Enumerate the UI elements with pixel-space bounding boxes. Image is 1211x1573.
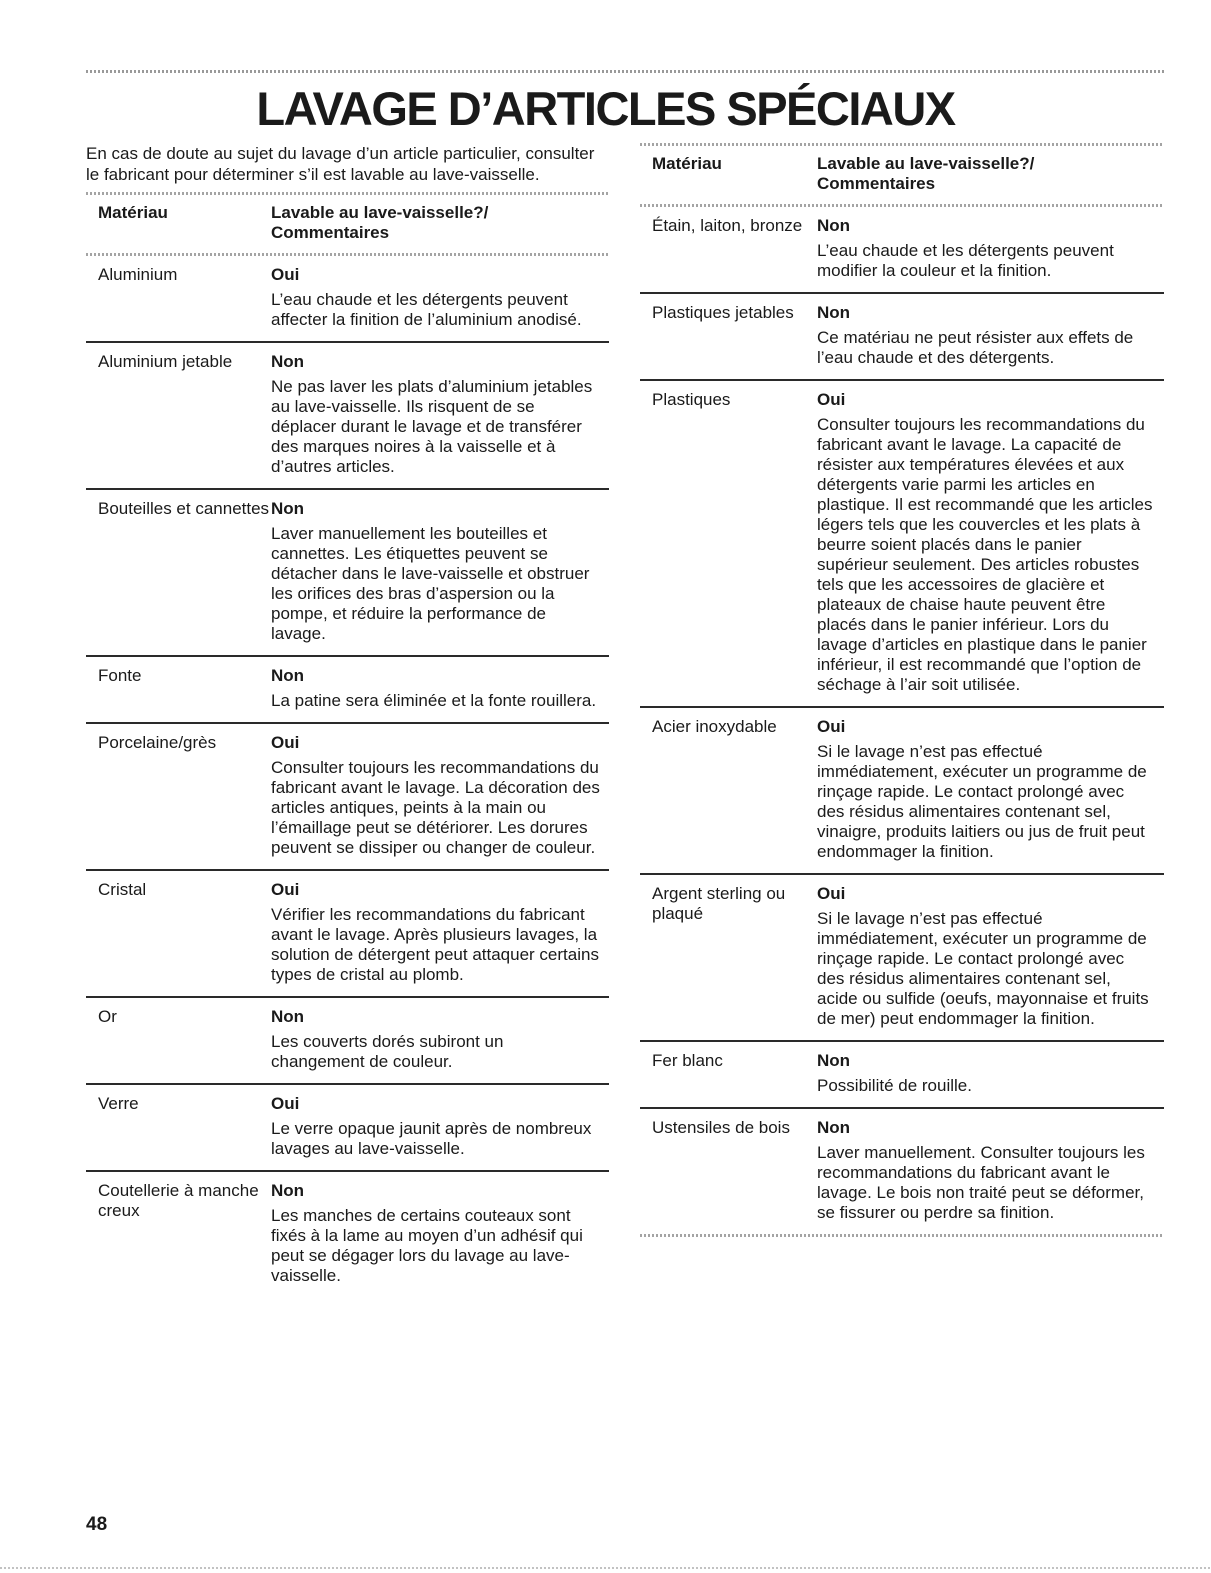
material-cell: Aluminium jetable xyxy=(98,352,233,371)
material-cell: Plastiques jetables xyxy=(652,303,794,322)
table-header xyxy=(86,195,609,253)
comment-text: Ce matériau ne peut résister aux effets de l’eau chaude et des détergents. xyxy=(817,328,1134,367)
material-cell: Étain, laiton, bronze xyxy=(652,216,803,235)
comment-text: Les manches de certains couteaux sont fixés à la lame au moyen d’un adhésif qui peut se dégager lors du lavage au lave-vaisselle. xyxy=(271,1206,583,1285)
header-washable xyxy=(271,203,609,243)
bottom-dotted-rule xyxy=(0,1567,1211,1569)
verdict: Non xyxy=(271,666,305,685)
verdict: Non xyxy=(817,1118,851,1137)
comment-text: Vérifier les recommandations du fabricant avant le lavage. Après plusieurs lavages, la solution de détergent peut attaquer certains types de cristal au plomb. xyxy=(271,905,599,984)
intro-paragraph: En cas de doute au sujet du lavage d’un article particulier, consulter le fabricant pour déterminer s’il est lavable au lave-vaisselle. xyxy=(86,144,595,184)
table-row xyxy=(86,343,609,490)
left-column xyxy=(86,143,609,1297)
material-cell: Bouteilles et cannettes xyxy=(98,499,270,518)
comment-cell xyxy=(271,499,609,644)
header-washable-line2: Commentaires xyxy=(817,174,936,193)
material-cell: Fonte xyxy=(98,666,142,685)
header-material: Matériau xyxy=(652,154,722,173)
material-cell: Plastiques xyxy=(652,390,731,409)
comment-cell xyxy=(817,216,1164,281)
comment-text: Laver manuellement. Consulter toujours les recommandations du fabricant avant le lavage. Le bois non traité peut se déformer, se fissurer ou perdre sa finition. xyxy=(817,1143,1145,1222)
comment-text: Les couverts dorés subiront un changement de couleur. xyxy=(271,1032,504,1071)
material-cell: Argent sterling ou plaqué xyxy=(652,884,786,923)
table-row xyxy=(86,256,609,343)
header-washable-line2: Commentaires xyxy=(271,223,390,242)
verdict: Oui xyxy=(817,884,846,903)
verdict: Oui xyxy=(817,390,846,409)
comment-cell xyxy=(817,303,1164,368)
material-cell: Acier inoxydable xyxy=(652,717,777,736)
comment-cell xyxy=(817,1118,1164,1223)
comment-text: Si le lavage n’est pas effectué immédiatement, exécuter un programme de rinçage rapide. Le contact prolongé avec des résidus alimentaires contenant sel, vinaigre, produits laitiers ou jus de fruit peut endommager la finition. xyxy=(817,742,1147,861)
comment-cell xyxy=(271,666,609,711)
verdict: Oui xyxy=(817,717,846,736)
header-material: Matériau xyxy=(98,203,168,222)
comment-cell xyxy=(271,352,609,477)
comment-cell xyxy=(817,1051,1164,1096)
page-number: 48 xyxy=(86,1514,108,1535)
table-row xyxy=(86,871,609,998)
table-bottom-rule xyxy=(640,1234,1164,1237)
verdict: Non xyxy=(271,499,305,518)
material-cell: Or xyxy=(98,1007,117,1026)
comment-text: Ne pas laver les plats d’aluminium jetables au lave-vaisselle. Ils risquent de se déplacer durant le lavage et de transférer des marques noires à la vaisselle et à d’autres articles. xyxy=(271,377,593,476)
verdict: Non xyxy=(817,303,851,322)
comment-cell xyxy=(271,1007,609,1072)
comment-cell xyxy=(271,265,609,330)
comment-cell xyxy=(271,1094,609,1159)
material-cell: Fer blanc xyxy=(652,1051,723,1070)
comment-text: L’eau chaude et les détergents peuvent modifier la couleur et la finition. xyxy=(817,241,1114,280)
material-cell: Coutellerie à manche creux xyxy=(98,1181,259,1220)
comment-text: Consulter toujours les recommandations du fabricant avant le lavage. La capacité de résister aux températures élevées et aux détergents varie parmi les articles en plastique. Il est recommandé que les articles légers tels que les couvercles et les plats à beurre soient placés dans le panier supérieur seulement. Des articles robustes tels que les accessoires de glacière et plateaux de chaise haute peuvent être placés dans le panier inférieur. Lors du lavage d’articles en plastique dans le panier inférieur, il est recommandé que l’option de séchage à l’air soit utilisée. xyxy=(817,415,1153,694)
page-title: LAVAGE D’ARTICLES SPÉCIAUX xyxy=(256,82,955,135)
verdict: Non xyxy=(271,1181,305,1200)
comment-text: Le verre opaque jaunit après de nombreux lavages au lave-vaisselle. xyxy=(271,1119,592,1158)
comment-text: Si le lavage n’est pas effectué immédiatement, exécuter un programme de rinçage rapide. Le contact prolongé avec des résidus alimentaires contenant sel, acide ou sulfide (oeufs, mayonnaise et fruits de mer) peut endommager la finition. xyxy=(817,909,1149,1028)
material-cell: Aluminium xyxy=(98,265,178,284)
table-row xyxy=(640,1109,1164,1234)
verdict: Non xyxy=(271,352,305,371)
comment-text: Laver manuellement les bouteilles et cannettes. Les étiquettes peuvent se détacher dans le lave-vaisselle et obstruer les orifices des bras d’aspersion ou la pompe, et réduire la performance de lavage. xyxy=(271,524,590,643)
table-row xyxy=(86,490,609,657)
comment-text: L’eau chaude et les détergents peuvent affecter la finition de l’aluminium anodisé. xyxy=(271,290,582,329)
comment-text: Possibilité de rouille. xyxy=(817,1076,972,1095)
material-cell: Porcelaine/grès xyxy=(98,733,217,752)
verdict: Oui xyxy=(271,880,300,899)
comment-cell xyxy=(271,1181,609,1286)
comment-text: La patine sera éliminée et la fonte rouillera. xyxy=(271,691,597,710)
table-row xyxy=(640,294,1164,381)
verdict: Oui xyxy=(271,265,300,284)
table-row xyxy=(640,1042,1164,1109)
table-row xyxy=(86,724,609,871)
table-row xyxy=(640,207,1164,294)
header-washable xyxy=(817,154,1164,194)
header-washable-line1: Lavable au lave-vaisselle?/ xyxy=(817,154,1035,173)
right-column xyxy=(640,143,1164,1237)
table-header xyxy=(640,146,1164,204)
verdict: Non xyxy=(817,1051,851,1070)
table-row xyxy=(640,875,1164,1042)
table-row xyxy=(86,1172,609,1297)
material-cell: Verre xyxy=(98,1094,139,1113)
verdict: Non xyxy=(271,1007,305,1026)
table-row xyxy=(86,998,609,1085)
comment-cell xyxy=(817,884,1164,1029)
material-cell: Cristal xyxy=(98,880,147,899)
material-cell: Ustensiles de bois xyxy=(652,1118,790,1137)
comment-cell xyxy=(271,880,609,985)
comment-cell xyxy=(817,717,1164,862)
header-washable-line1: Lavable au lave-vaisselle?/ xyxy=(271,203,489,222)
table-row xyxy=(640,708,1164,875)
top-dotted-rule xyxy=(86,70,1164,73)
verdict: Non xyxy=(817,216,851,235)
comment-cell xyxy=(817,390,1164,695)
table-row xyxy=(86,657,609,724)
table-row xyxy=(640,381,1164,708)
comment-text: Consulter toujours les recommandations du fabricant avant le lavage. La décoration des articles antiques, peints à la main ou l’émaillage peut se détériorer. Les dorures peuvent se dissiper ou changer de couleur. xyxy=(271,758,600,857)
verdict: Oui xyxy=(271,733,300,752)
table-row xyxy=(86,1085,609,1172)
verdict: Oui xyxy=(271,1094,300,1113)
comment-cell xyxy=(271,733,609,858)
